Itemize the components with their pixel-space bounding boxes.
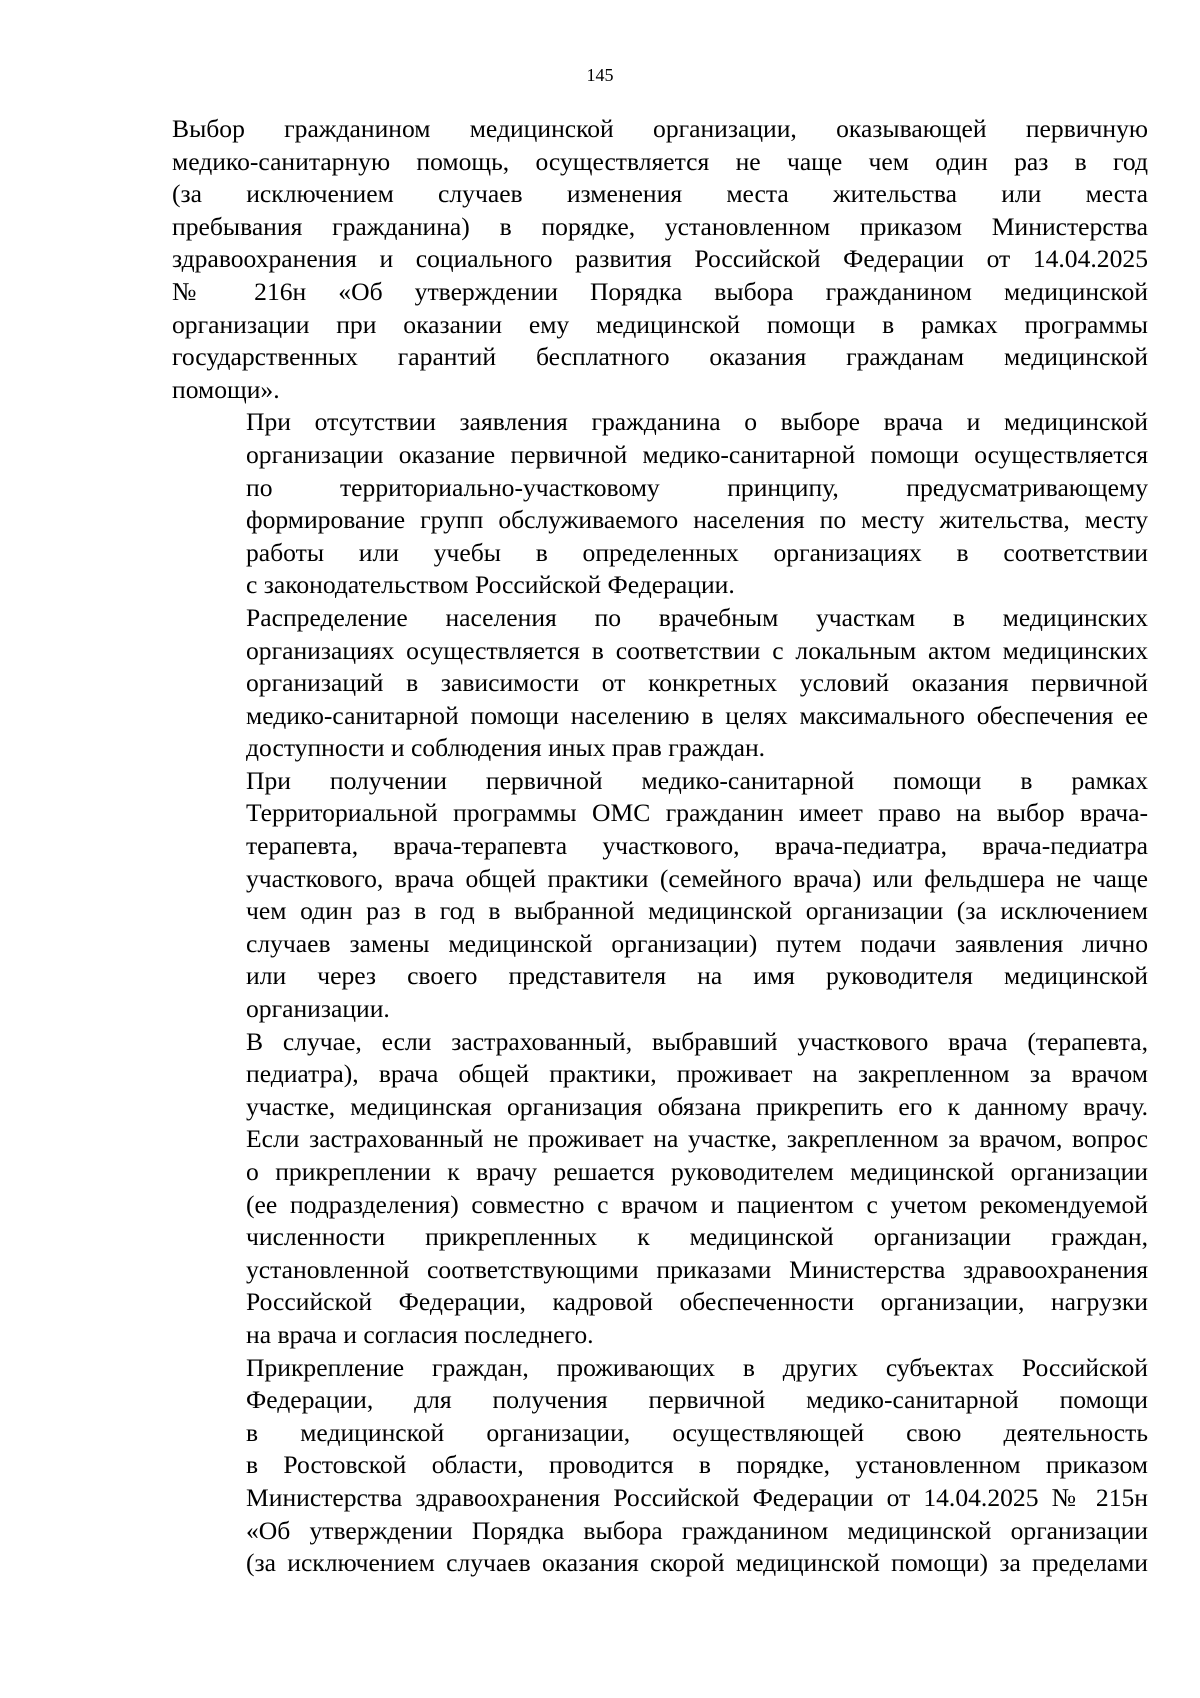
text-line: чем один раз в год в выбранной медицинской организации (за исключением: [246, 896, 1148, 926]
text-line: на врача и согласия последнего.: [246, 1319, 594, 1349]
text-line: организаций в зависимости от конкретных условий оказания первичной: [246, 668, 1148, 698]
text-line: участкового, врача общей практики (семейного врача) или фельдшера не чаще: [246, 863, 1148, 893]
text-line: или через своего представителя на имя руководителя медицинской: [246, 961, 1148, 991]
text-line: по территориально-участковому принципу, предусматривающему: [246, 472, 1148, 502]
paragraph-attachment-to-doctor: [172, 1026, 1148, 1352]
text-line: пребывания гражданина) в порядке, установленном приказом Министерства: [172, 211, 1148, 241]
text-line: При отсутствии заявления гражданина о выборе врача и медицинской: [246, 407, 1148, 437]
paragraph-patient-choice-of-organization: [172, 113, 1148, 406]
text-line: организации.: [246, 994, 390, 1024]
text-line: в Ростовской области, проводится в порядке, установленном приказом: [246, 1450, 1148, 1480]
paragraph-other-regions-attachment: [172, 1352, 1148, 1580]
text-line: В случае, если застрахованный, выбравший участкового врача (терапевта,: [246, 1026, 1148, 1056]
text-line: государственных гарантий бесплатного оказания гражданам медицинской: [172, 342, 1148, 372]
text-line: педиатра), врача общей практики, проживает на закрепленном за врачом: [246, 1059, 1148, 1089]
text-line: помощи».: [172, 374, 280, 404]
text-line: (за исключением случаев изменения места жительства или места: [172, 179, 1148, 209]
text-line: Российской Федерации, кадровой обеспеченности организации, нагрузки: [246, 1287, 1148, 1317]
text-line: работы или учебы в определенных организациях в соответствии: [246, 537, 1148, 567]
text-line: (ее подразделения) совместно с врачом и пациентом с учетом рекомендуемой: [246, 1189, 1148, 1219]
text-line: Федерации, для получения первичной медико-санитарной помощи: [246, 1385, 1148, 1415]
text-line: с законодательством Российской Федерации.: [246, 570, 735, 600]
text-line: о прикреплении к врачу решается руководителем медицинской организации: [246, 1157, 1148, 1186]
text-line: Распределение населения по врачебным участкам в медицинских: [246, 602, 1148, 632]
paragraph-population-distribution: [172, 602, 1148, 765]
text-line: формирование групп обслуживаемого населения по месту жительства, месту: [246, 505, 1148, 535]
text-line: Прикрепление граждан, проживающих в других субъектах Российской: [246, 1352, 1148, 1382]
page-number: 145: [586, 65, 614, 85]
paragraph-choice-of-doctor: [172, 765, 1148, 1026]
text-line: организации оказание первичной медико-санитарной помощи осуществляется: [246, 439, 1148, 469]
text-line: медико-санитарной помощи населению в целях максимального обеспечения ее: [246, 700, 1148, 730]
text-line: При получении первичной медико-санитарной помощи в рамках: [246, 765, 1148, 795]
text-line: терапевта, врача-терапевта участкового, врача-педиатра, врача-педиатра: [246, 831, 1148, 861]
text-line: Если застрахованный не проживает на участке, закрепленном за врачом, вопрос: [246, 1124, 1148, 1154]
text-line: № 216н «Об утверждении Порядка выбора гражданином медицинской: [172, 276, 1148, 306]
paragraph-territorial-principle: [172, 406, 1148, 602]
document-body: [172, 113, 1148, 1580]
text-line: организации при оказании ему медицинской помощи в рамках программы: [172, 309, 1148, 339]
text-line: доступности и соблюдения иных прав граждан.: [246, 733, 766, 763]
text-line: участке, медицинская организация обязана прикрепить его к данному врачу.: [246, 1091, 1148, 1121]
text-line: медико-санитарную помощь, осуществляется не чаще чем один раз в год: [172, 146, 1148, 176]
text-line: Территориальной программы ОМС гражданин имеет право на выбор врача-: [246, 798, 1148, 828]
text-line: организациях осуществляется в соответствии с локальным актом медицинских: [246, 635, 1148, 665]
text-line: (за исключением случаев оказания скорой медицинской помощи) за пределами: [246, 1548, 1148, 1578]
text-line: Министерства здравоохранения Российской Федерации от 14.04.2025 № 215н: [246, 1482, 1148, 1512]
text-line: установленной соответствующими приказами Министерства здравоохранения: [246, 1254, 1148, 1284]
text-line: Выбор гражданином медицинской организации, оказывающей первичную: [172, 114, 1148, 143]
text-line: здравоохранения и социального развития Российской Федерации от 14.04.2025: [172, 244, 1148, 274]
text-line: «Об утверждении Порядка выбора гражданином медицинской организации: [246, 1515, 1148, 1545]
text-line: в медицинской организации, осуществляющей свою деятельность: [246, 1417, 1148, 1447]
text-line: численности прикрепленных к медицинской организации граждан,: [246, 1222, 1148, 1252]
text-line: случаев замены медицинской организации) путем подачи заявления лично: [246, 928, 1148, 958]
